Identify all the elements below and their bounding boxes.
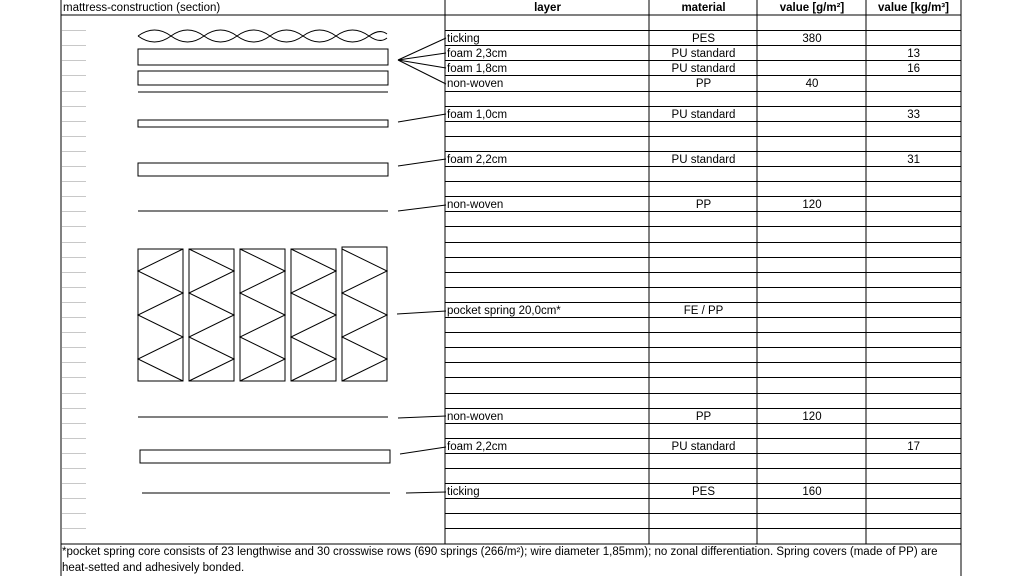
foam-1-0-drawing <box>138 120 388 127</box>
pocket-spring <box>138 249 183 381</box>
table-row-layer: non-woven <box>447 199 504 211</box>
foam-2-2-top-drawing <box>138 163 388 176</box>
pocket-spring <box>291 249 336 381</box>
table-row-layer: non-woven <box>447 411 504 423</box>
table-row-value-gm2: 160 <box>802 486 822 498</box>
leader-lines <box>397 38 446 493</box>
pocket-spring-coil <box>189 249 234 381</box>
pocket-spring-coil <box>291 249 336 381</box>
table-row-material: PP <box>695 78 712 90</box>
table-row-value-gm2: 120 <box>802 411 822 423</box>
table-row-layer: foam 2,2cm <box>447 154 508 166</box>
table-row-material: PES <box>691 33 715 45</box>
mattress-diagram <box>138 30 446 493</box>
table-row-value-gm2: 380 <box>802 33 822 45</box>
table-row-material: PES <box>691 486 715 498</box>
table-row-material: PP <box>695 411 712 423</box>
table-row-value-kgm3: 17 <box>907 441 920 453</box>
table-row-material: PU standard <box>671 154 736 166</box>
table-row-value-kgm3: 33 <box>907 109 920 121</box>
table-row-material: FE / PP <box>683 305 724 317</box>
ticking-top-drawing <box>138 30 387 42</box>
table-row-value-gm2: 120 <box>802 199 822 211</box>
table-row-layer: foam 1,8cm <box>447 63 508 75</box>
table-row-layer: foam 1,0cm <box>447 109 508 121</box>
table-row-value-kgm3: 16 <box>907 63 920 75</box>
column-header-value-kgm3: value [kg/m³] <box>878 2 949 14</box>
pocket-spring-coil <box>138 249 183 381</box>
foam-1-8-drawing <box>138 71 388 85</box>
pocket-spring <box>189 249 234 381</box>
table-row-material: PU standard <box>671 63 736 75</box>
pocket-spring <box>342 247 387 381</box>
pocket-spring <box>240 249 285 381</box>
table-row-material: PP <box>695 199 712 211</box>
pocket-spring-coil <box>240 249 285 381</box>
table-row-layer: pocket spring 20,0cm* <box>447 305 561 317</box>
table-row-value-kgm3: 13 <box>907 48 920 60</box>
table-row-material: PU standard <box>671 48 736 60</box>
column-header-material: material <box>681 2 726 14</box>
table-row-layer: foam 2,3cm <box>447 48 508 60</box>
table-row-layer: non-woven <box>447 78 504 90</box>
table-row-material: PU standard <box>671 109 736 121</box>
table-row-layer: ticking <box>447 33 480 45</box>
page-title: mattress-construction (section) <box>63 2 221 14</box>
table-row-layer: foam 2,2cm <box>447 441 508 453</box>
foam-2-2-bottom-drawing <box>140 450 390 463</box>
table-row-value-kgm3: 31 <box>907 154 920 166</box>
table-row-layer: ticking <box>447 486 480 498</box>
table-row-material: PU standard <box>671 441 736 453</box>
pocket-spring-coil <box>342 249 387 381</box>
foam-2-3-drawing <box>138 49 388 65</box>
row-stub-lines <box>62 31 86 529</box>
column-header-layer: layer <box>534 2 561 14</box>
table-row-value-gm2: 40 <box>805 78 819 90</box>
column-header-value-gm2: value [g/m²] <box>779 2 845 14</box>
footnote: *pocket spring core consists of 23 lengthwise and 30 crosswise rows (690 springs (266/m²); wire diameter 1,85mm); no zonal differentiation. Spring covers (made of PP) are heat-setted and adhesively bonded. <box>62 546 938 574</box>
pocket-springs-drawing <box>138 247 387 381</box>
